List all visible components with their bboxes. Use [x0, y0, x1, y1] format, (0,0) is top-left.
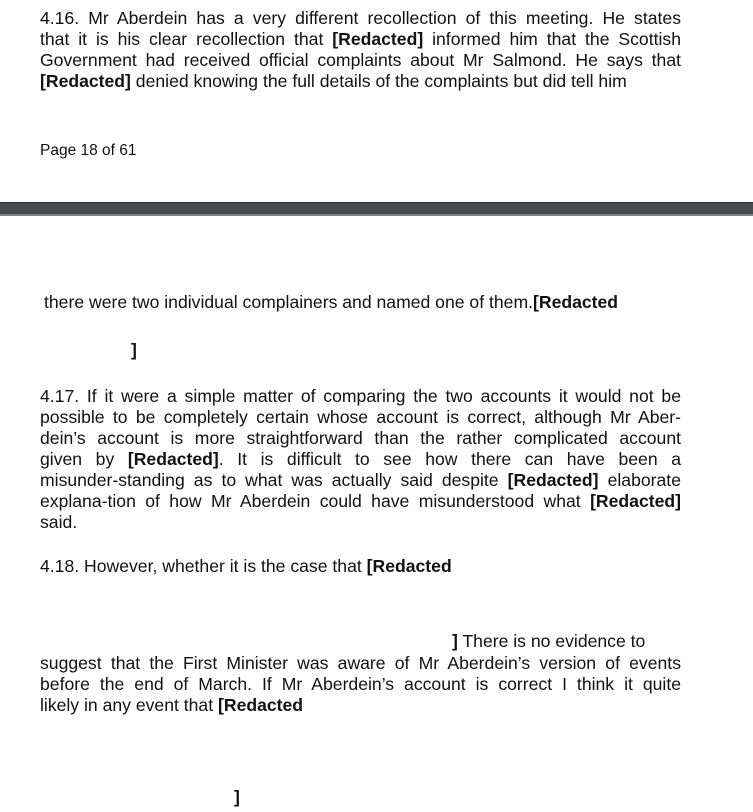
- text-run: Government had received official complaints about Mr Salmond. He says that: [40, 50, 681, 70]
- para-4-18-line-2: [452, 631, 645, 652]
- redacted-bracket: ]: [452, 631, 458, 651]
- text-run: there were two individual complainers and named one of them.: [44, 292, 533, 312]
- text-run: . It is difficult to see how there can have been a: [218, 449, 682, 469]
- redacted-marker: [Redacted]: [40, 71, 131, 91]
- para-4-18-line-1: [40, 556, 452, 577]
- redacted-marker: [Redacted]: [332, 29, 424, 49]
- text-run: dein’s account is more straightforward than the rather complicated account: [40, 428, 681, 448]
- text-run: 4.17. If it were a simple matter of comparing the two accounts it would not be: [40, 386, 681, 406]
- para-4-18-line-3: [40, 653, 681, 674]
- text-run: denied knowing the full details of the complaints but did tell him: [130, 71, 627, 91]
- redacted-marker: [Redacted]: [590, 491, 681, 511]
- para-4-16-line-3: [40, 50, 681, 71]
- text-run: elaborate: [598, 470, 681, 490]
- page-separator: [0, 202, 753, 216]
- text-run: that it is his clear recollection that: [40, 29, 333, 49]
- page-18: [0, 0, 753, 202]
- page-number-footer: Page 18 of 61: [40, 142, 137, 159]
- text-run: explana-tion of how Mr Aberdein could have misunderstood what: [40, 491, 591, 511]
- text-run: There is no evidence to: [457, 631, 646, 651]
- redacted-marker: [Redacted: [218, 695, 304, 715]
- page-19: [0, 216, 753, 812]
- para-4-16-cont-bracket: ]: [131, 340, 137, 360]
- para-4-16-cont-line-1: [44, 292, 618, 313]
- para-4-17-line-5: [40, 470, 681, 491]
- text-run: informed him that the Scottish: [423, 29, 681, 49]
- para-4-18-line-5: [40, 695, 303, 716]
- para-4-16-line-4: [40, 71, 627, 92]
- redacted-marker: [Redacted: [366, 556, 452, 576]
- text-run: possible to be completely certain whose account is correct, although Mr Aber-: [40, 407, 681, 427]
- para-4-17-line-1: [40, 386, 681, 407]
- text-run: likely in any event that: [40, 695, 218, 715]
- para-4-17-line-6: [40, 491, 681, 512]
- redacted-marker: [Redacted]: [507, 470, 599, 490]
- text-run: given by: [40, 449, 128, 469]
- para-4-16-line-2: [40, 29, 681, 50]
- para-4-17-line-2: [40, 407, 681, 428]
- text-run: 4.16. Mr Aberdein has a very different recollection of this meeting. He states: [40, 8, 681, 28]
- para-4-17-line-3: [40, 428, 681, 449]
- text-run: 4.18. However, whether it is the case that: [40, 556, 367, 576]
- text-run: suggest that the First Minister was aware of Mr Aberdein’s version of events: [40, 653, 681, 673]
- text-run: before the end of March. If Mr Aberdein’s account is correct I think it quite: [40, 674, 681, 694]
- para-4-18-bracket: ]: [234, 787, 240, 807]
- redacted-marker: [Redacted: [533, 292, 619, 312]
- para-4-18-line-4: [40, 674, 681, 695]
- para-4-17-line-4: [40, 449, 681, 470]
- redacted-marker: [Redacted]: [127, 449, 219, 469]
- text-run: misunder-standing as to what was actually said despite: [40, 470, 508, 490]
- para-4-16-line-1: [40, 8, 681, 29]
- para-4-17-line-7: said.: [40, 512, 78, 532]
